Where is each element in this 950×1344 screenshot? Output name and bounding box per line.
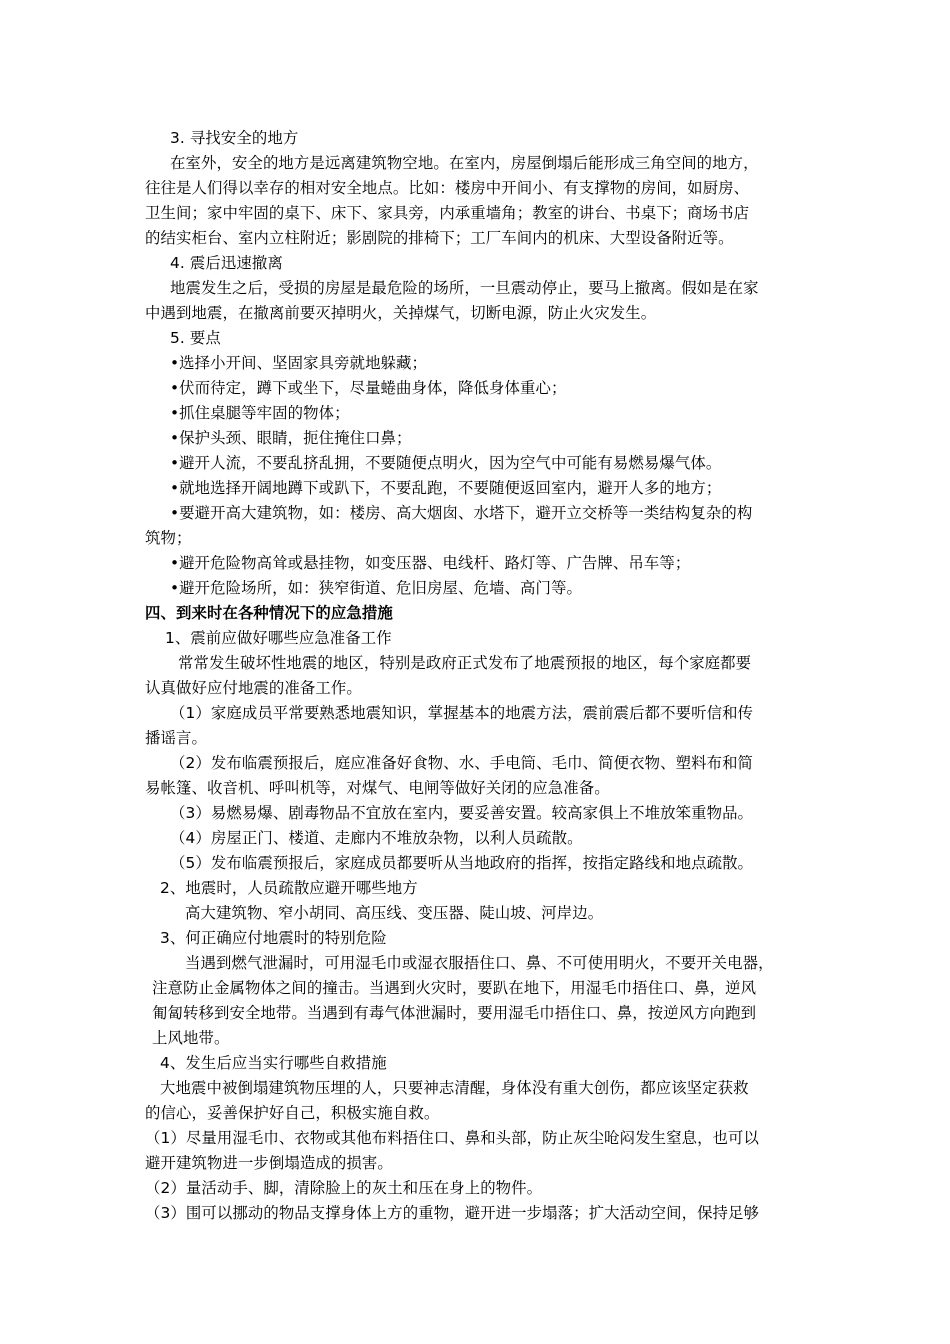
bullet-item: •要避开高大建筑物，如：楼房、高大烟囱、水塔下，避开立交桥等一类结构复杂的构 <box>170 504 753 522</box>
heading-find-safe-place: 3. 寻找安全的地方 <box>170 129 299 147</box>
numbered-item-continued: 易帐篷、收音机、呼叫机等，对煤气、电闸等做好关闭的应急准备。 <box>145 779 610 797</box>
bullet-item: •避开人流，不要乱挤乱拥，不要随便点明火，因为空气中可能有易燃易爆气体。 <box>170 454 722 472</box>
paragraph-line: 匍匐转移到安全地带。当遇到有毒气体泄漏时，要用湿毛巾捂住口、鼻，按逆风方向跑到 <box>152 1004 757 1022</box>
paragraph-line: 高大建筑物、窄小胡同、高压线、变压器、陡山坡、河岸边。 <box>185 904 604 922</box>
bullet-item: •避开危险物高耸或悬挂物，如变压器、电线杆、路灯等、广告牌、吊车等； <box>170 554 691 572</box>
paragraph-line: 中遇到地震，在撤离前要灭掉明火，关掉煤气，切断电源，防止火灾发生。 <box>145 304 657 322</box>
subheading-preparation: 1、震前应做好哪些应急准备工作 <box>165 629 392 647</box>
paragraph-line: 上风地带。 <box>152 1029 230 1047</box>
bullet-item: •保护头颈、眼睛，扼住掩住口鼻； <box>170 429 412 447</box>
bullet-item: •抓住桌腿等牢固的物体； <box>170 404 350 422</box>
numbered-item: （4）房屋正门、楼道、走廊内不堆放杂物，以利人员疏散。 <box>170 829 583 847</box>
heading-evacuate: 4. 震后迅速撤离 <box>170 254 283 272</box>
paragraph-line: 往往是人们得以幸存的相对安全地点。比如：楼房中开间小、有支撑物的房间，如厨房、 <box>145 179 750 197</box>
numbered-item-continued: 播谣言。 <box>145 729 207 747</box>
paragraph-line: 卫生间；家中牢固的桌下、床下、家具旁，内承重墙角；教室的讲台、书桌下；商场书店 <box>145 204 750 222</box>
numbered-item: （1）家庭成员平常要熟悉地震知识，掌握基本的地震方法，震前震后都不要听信和传 <box>170 704 754 722</box>
subheading-evacuation: 2、地震时，人员疏散应避开哪些地方 <box>160 879 418 897</box>
bullet-item: •避开危险场所，如：狭窄街道、危旧房屋、危墙、高门等。 <box>170 579 582 597</box>
numbered-item: （5）发布临震预报后，家庭成员都要听从当地政府的指挥，按指定路线和地点疏散。 <box>170 854 754 872</box>
paragraph-line: 地震发生之后，受损的房屋是最危险的场所，一旦震动停止，要马上撤离。假如是在家 <box>170 279 759 297</box>
subheading-self-rescue: 4、发生后应当实行哪些自救措施 <box>160 1054 387 1072</box>
paragraph-line: 的结实柜台、室内立柱附近；影剧院的排椅下；工厂车间内的机床、大型设备附近等。 <box>145 229 734 247</box>
section-heading-emergency-measures: 四、到来时在各种情况下的应急措施 <box>145 604 393 622</box>
bullet-item-continued: 筑物； <box>145 529 192 547</box>
numbered-item-continued: 避开建筑物进一步倒塌造成的损害。 <box>145 1154 393 1172</box>
subheading-special-dangers: 3、何正确应付地震时的特别危险 <box>160 929 387 947</box>
paragraph-line: 大地震中被倒塌建筑物压埋的人，只要神志清醒，身体没有重大创伤，都应该坚定获救 <box>160 1079 749 1097</box>
paragraph-line: 当遇到燃气泄漏时，可用湿毛巾或湿衣服捂住口、鼻、不可使用明火，不要开关电器， <box>185 954 774 972</box>
paragraph-line: 注意防止金属物体之间的撞击。当遇到火灾时，要趴在地下，用湿毛巾捂住口、鼻，逆风 <box>152 979 757 997</box>
numbered-item: （1）尽量用湿毛巾、衣物或其他布料捂住口、鼻和头部，防止灰尘呛闷发生窒息，也可以 <box>145 1129 760 1147</box>
paragraph-line: 在室外，安全的地方是远离建筑物空地。在室内，房屋倒塌后能形成三角空间的地方， <box>170 154 759 172</box>
bullet-item: •选择小开间、坚固家具旁就地躲藏； <box>170 354 428 372</box>
paragraph-line: 常常发生破坏性地震的地区，特别是政府正式发布了地震预报的地区，每个家庭都要 <box>178 654 752 672</box>
numbered-item: （2）发布临震预报后，庭应准备好食物、水、手电筒、毛巾、简便衣物、塑料布和简 <box>170 754 754 772</box>
bullet-item: •伏而待定，蹲下或坐下，尽量蜷曲身体，降低身体重心； <box>170 379 567 397</box>
numbered-item: （2）量活动手、脚，清除脸上的灰土和压在身上的物件。 <box>145 1179 543 1197</box>
paragraph-line: 认真做好应付地震的准备工作。 <box>145 679 362 697</box>
numbered-item: （3）围可以挪动的物品支撑身体上方的重物，避开进一步塌落；扩大活动空间，保持足够 <box>145 1204 760 1222</box>
numbered-item: （3）易燃易爆、剧毒物品不宜放在室内，要妥善安置。较高家俱上不堆放笨重物品。 <box>170 804 754 822</box>
paragraph-line: 的信心，妥善保护好自己，积极实施自救。 <box>145 1104 440 1122</box>
heading-key-points: 5. 要点 <box>170 329 221 347</box>
bullet-item: •就地选择开阔地蹲下或趴下，不要乱跑，不要随便返回室内，避开人多的地方； <box>170 479 722 497</box>
